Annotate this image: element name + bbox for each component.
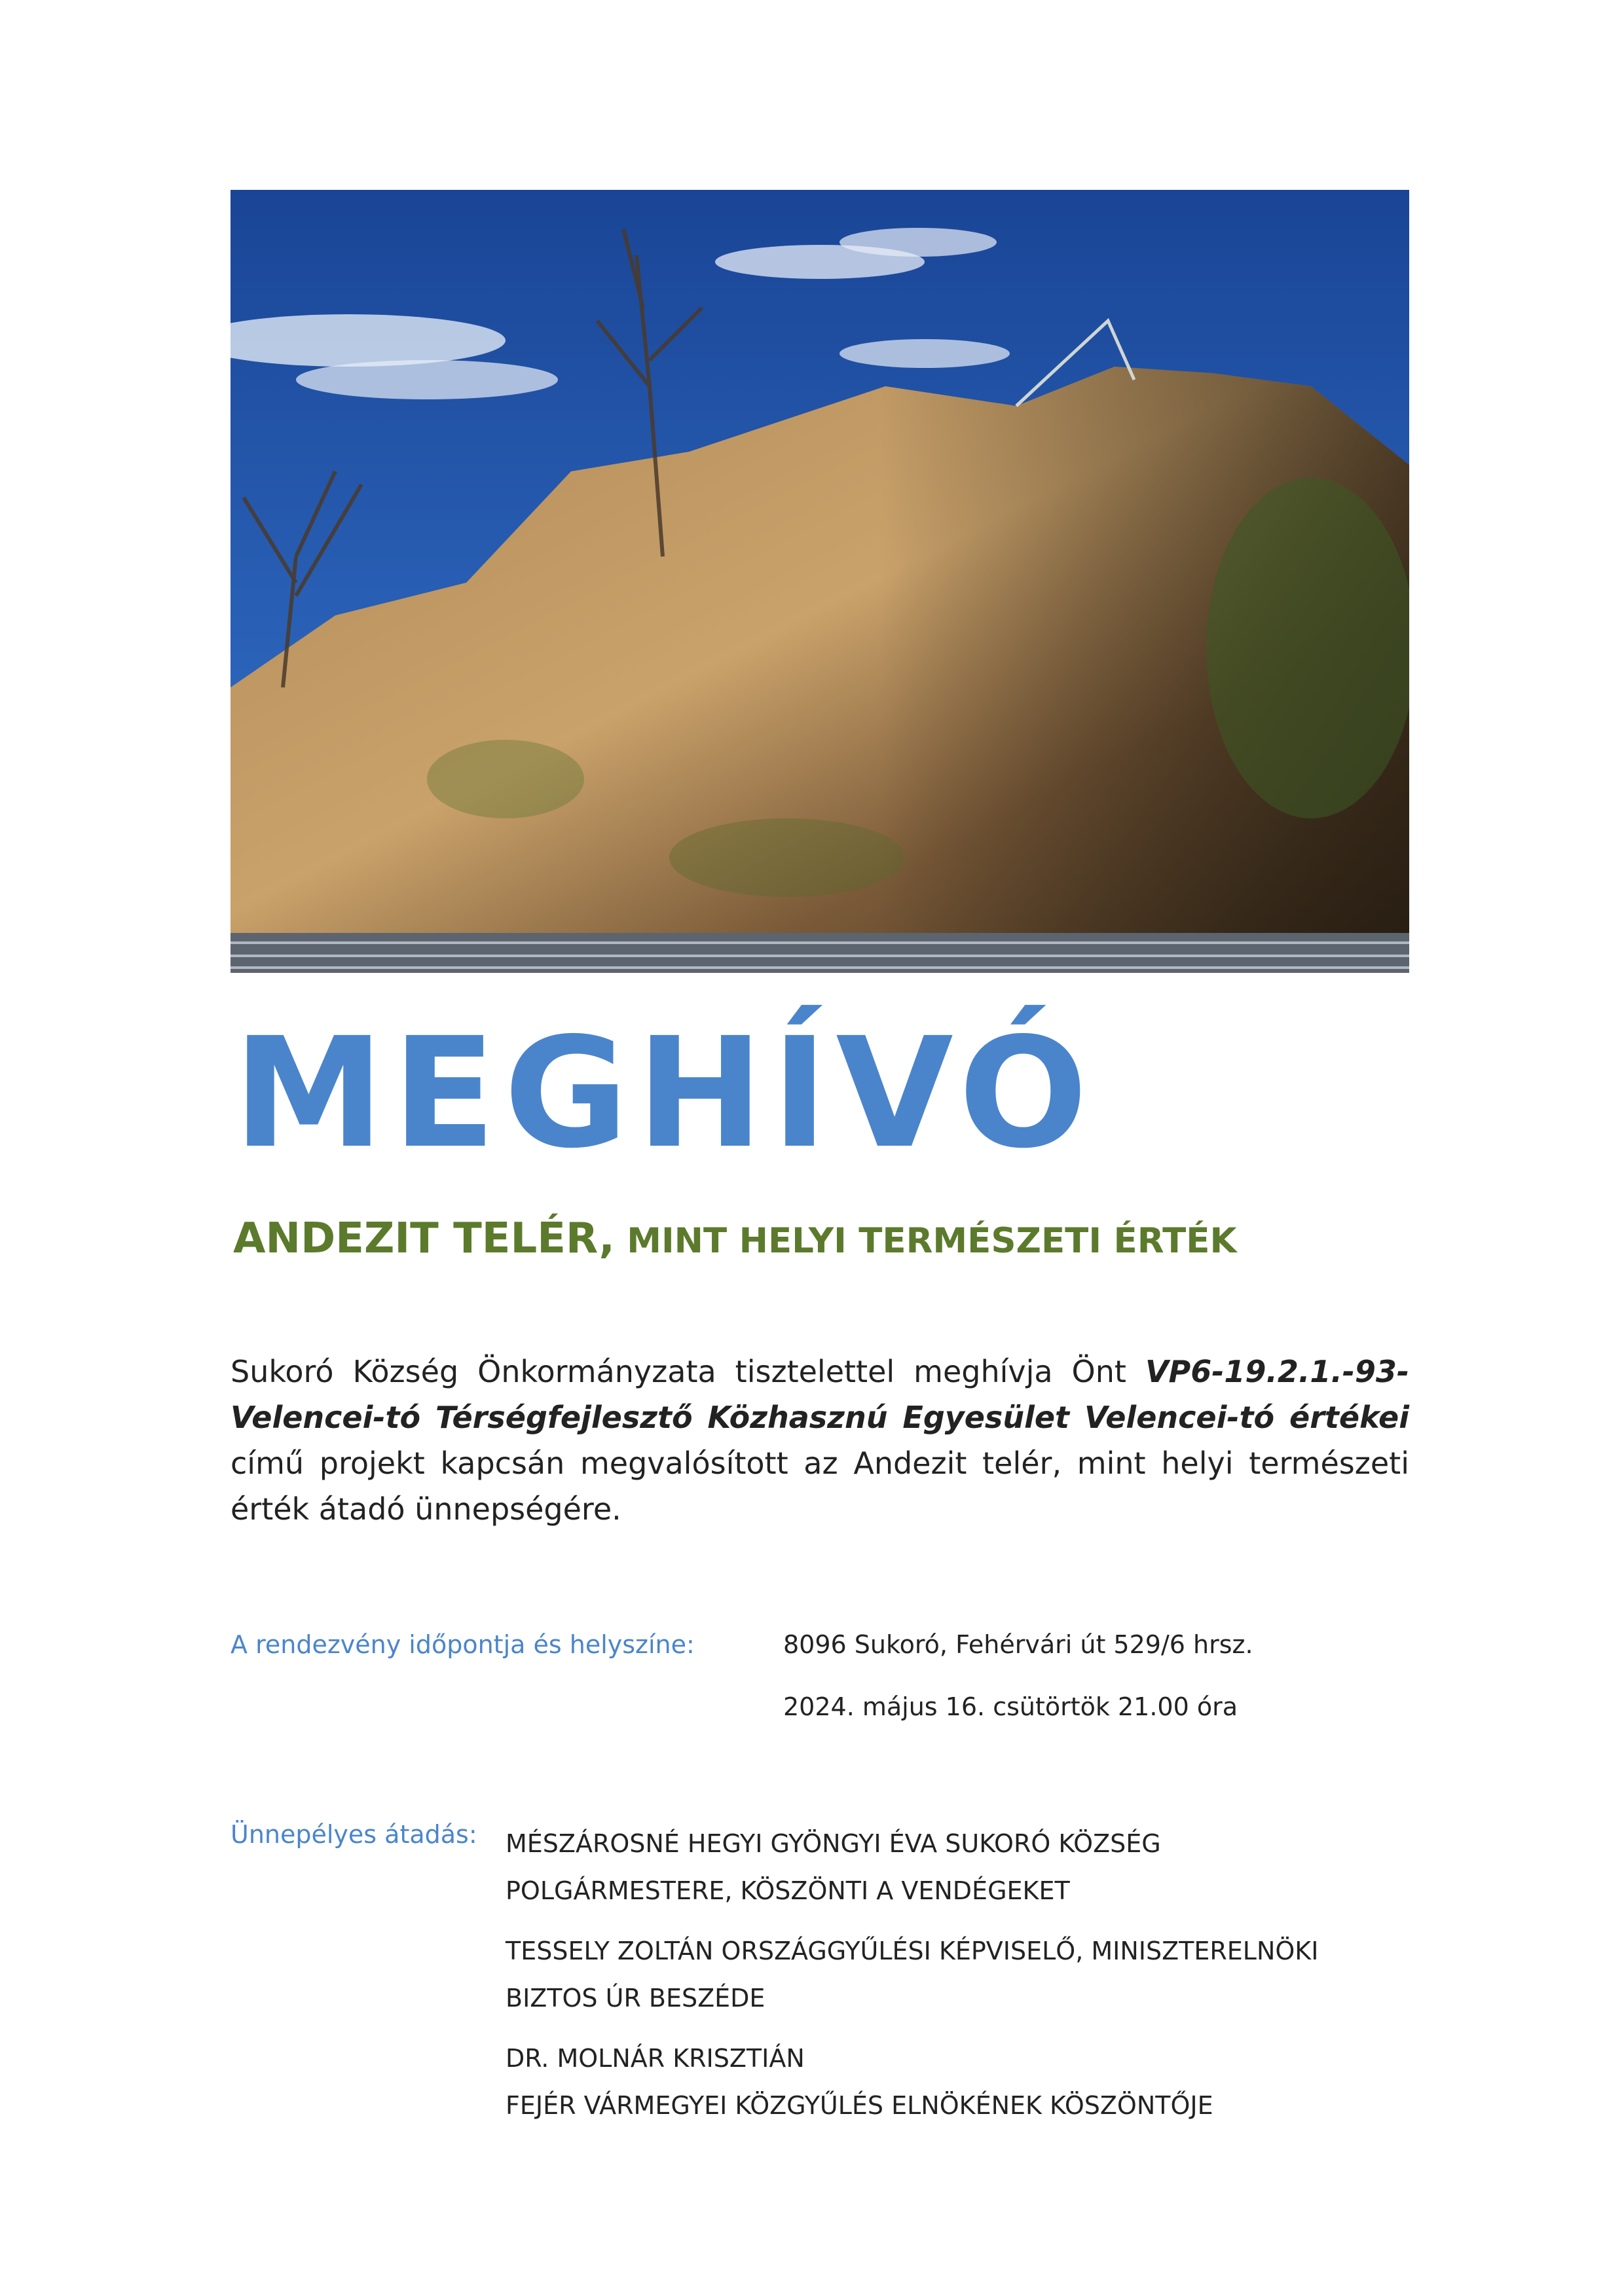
subtitle-rest: MINT HELYI TERMÉSZETI ÉRTÉK (614, 1221, 1237, 1261)
program-item-line: MÉSZÁROSNÉ HEGYI GYÖNGYI ÉVA SUKORÓ KÖZSÉG (506, 1829, 1161, 1858)
intro-paragraph (231, 1349, 1409, 1532)
program-item (506, 1927, 1409, 2022)
handover-label: Ünnepélyes átadás: (231, 1820, 477, 1849)
program-item-line: TESSELY ZOLTÁN ORSZÁGGYŰLÉSI KÉPVISELŐ, MINISZTERELNÖKI (506, 1937, 1319, 1965)
program-list (506, 1820, 1409, 2142)
program-item-line: DR. MOLNÁR KRISZTIÁN (506, 2044, 805, 2073)
intro-text-end: című projekt kapcsán megvalósított az Andezit telér, mint helyi természeti érték átadó ünnepségére. (231, 1446, 1409, 1527)
venue-label: A rendezvény időpontja és helyszíne: (231, 1630, 695, 1659)
photo-illustration (231, 190, 1409, 973)
venue-address: 8096 Sukoró, Fehérvári út 529/6 hrsz. (783, 1630, 1253, 1659)
program-item (506, 1820, 1409, 1914)
intro-project-name: VP6-19.2.1.-93-Velencei-tó Térségfejlesztő Közhasznú Egyesület Velencei-tó értékei (231, 1354, 1409, 1435)
andesite-rock-photo (231, 190, 1409, 973)
venue-datetime: 2024. május 16. csütörtök 21.00 óra (783, 1692, 1238, 1721)
page-title: MEGHÍVÓ (233, 1005, 1096, 1182)
subtitle (233, 1214, 1412, 1263)
intro-text-start: Sukoró Község Önkormányzata tisztelettel meghívja Önt (231, 1354, 1145, 1389)
subtitle-main: ANDEZIT TELÉR, (233, 1214, 615, 1263)
program-item-line: FEJÉR VÁRMEGYEI KÖZGYŰLÉS ELNÖKÉNEK KÖSZÖNTŐJE (506, 2091, 1213, 2120)
program-item (506, 2035, 1409, 2129)
program-item-line: POLGÁRMESTERE, KÖSZÖNTI A VENDÉGEKET (506, 1876, 1070, 1905)
program-item-line: BIZTOS ÚR BESZÉDE (506, 1984, 766, 2013)
